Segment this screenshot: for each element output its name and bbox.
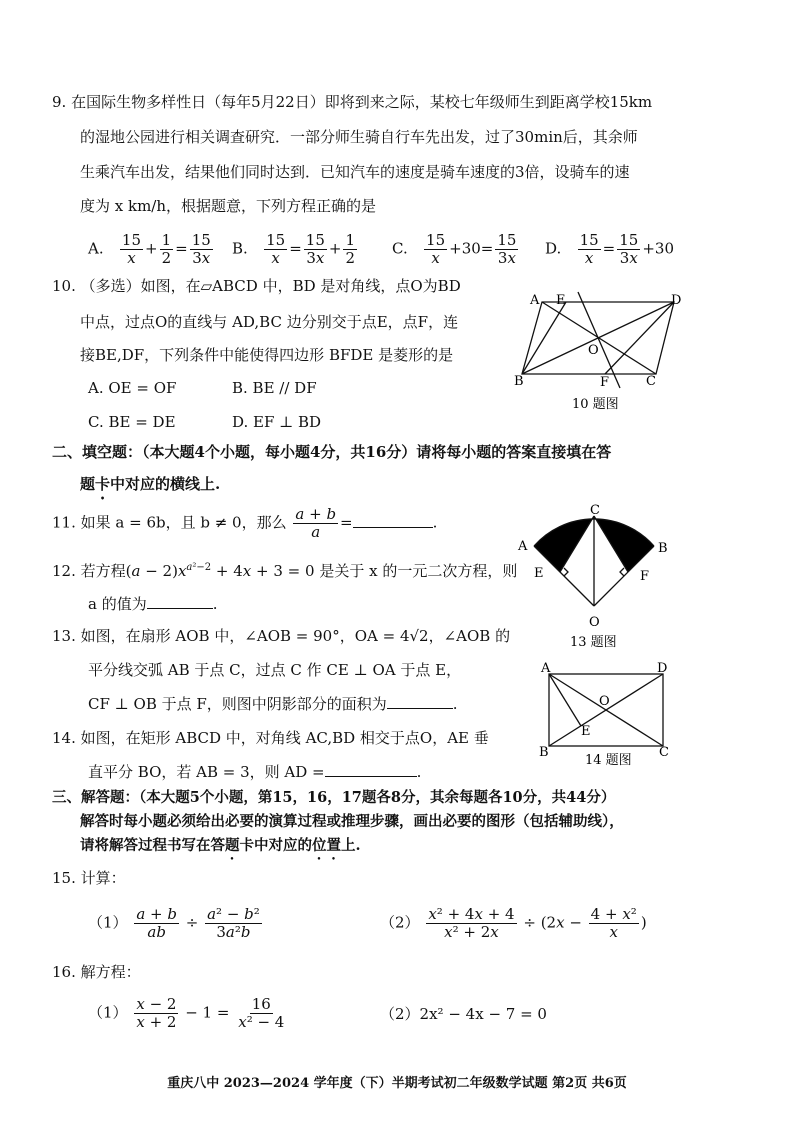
q9-line3: 生乘汽车出发，结果他们同时达到．已知汽车的速度是骑车速度的3倍，设骑车的速	[80, 163, 630, 181]
answer-blank-q13[interactable]	[387, 708, 453, 709]
section3-heading: 三、解答题：（本大题5个小题，第15，16，17题各8分，其余每题各10分，共44分）	[52, 789, 616, 806]
q9-option-b: B. $\frac{15}{x}$ = $\frac{15}{3x}$ + $\frac{1}{2}$	[232, 231, 355, 267]
label-A: A	[541, 661, 551, 676]
q10-option-b: B. BE // DF	[232, 379, 317, 397]
label-B: B	[539, 745, 549, 760]
q11: 11. 如果 a = 6b，且 b ≠ 0，那么 $\frac{a + b}{a}$ = .	[52, 505, 438, 541]
q14-line1: 14. 如图，在矩形 ABCD 中，对角线 AC,BD 相交于点O，AE 垂	[52, 729, 489, 747]
label-C: C	[646, 374, 656, 389]
q9-option-d: D. $\frac{15}{x}$ = $\frac{15}{3x}$ +30	[545, 231, 674, 267]
q15-part2: （2） $\frac{\text{x² + 4x + 4}}{\text{x² + 2x}}$ ÷ (2x − $\frac{\text{4 + x²}}{x}$ )	[380, 905, 647, 941]
q10-line1: 10. （多选）如图，在▱ABCD 中，BD 是对角线，点O为BD	[52, 277, 461, 295]
label-F: F	[600, 375, 610, 390]
label-E: E	[534, 566, 544, 581]
page-footer: 重庆八中 2023—2024 学年度（下）半期考试初二年级数学试题 第2页 共6页	[167, 1076, 627, 1091]
q13-line3: CF ⊥ OB 于点 F，则图中阴影部分的面积为 .	[88, 695, 458, 713]
figure-q13-sector	[512, 502, 672, 652]
q9-line1: 9. 在国际生物多样性日（每年5月22日）即将到来之际，某校七年级师生到距离学校15km	[52, 93, 653, 111]
label-E: E	[556, 293, 566, 308]
section2-heading: 二、填空题：（本大题4个小题，每小题4分，共16分）请将每小题的答案直接填在答	[52, 443, 612, 461]
label-O: O	[589, 615, 600, 630]
caption-q10: 10 题图	[572, 397, 619, 412]
label-A: A	[530, 293, 540, 308]
q10-option-c: C. BE = DE	[88, 413, 176, 431]
q13-line1: 13. 如图，在扇形 AOB 中，∠AOB = 90°，OA = 4√2，∠AOB 的	[52, 627, 511, 645]
label-O: O	[588, 343, 599, 358]
q10-line2: 中点，过点O的直线与 AD,BC 边分别交于点E，点F，连	[80, 313, 459, 331]
q10-option-a: A. OE = OF	[88, 379, 177, 397]
label-C: C	[590, 503, 600, 518]
q9-option-c: C. $\frac{15}{x}$ +30= $\frac{15}{3x}$	[392, 231, 517, 267]
q12-line1: 12. 若方程$(a - 2)x^{a^2-2} + 4x + 3 = 0$ 是关于 x 的一元二次方程，则	[52, 562, 518, 580]
caption-q13: 13 题图	[570, 635, 617, 650]
label-O: O	[599, 694, 610, 709]
q9-line4: 度为 x km/h，根据题意，下列方程正确的是	[80, 197, 377, 215]
section3-line2: 解答时每小题必须给出必要的演算过程或推理步骤，画出必要的图形（包括辅助线），	[80, 813, 624, 830]
q15-part1: （1） $\frac{a + b}{ab}$ ÷ $\frac{\text{a² − b²}}{\text{3a²b}}$	[88, 905, 260, 941]
answer-blank-q12[interactable]	[147, 608, 213, 609]
label-B: B	[514, 374, 524, 389]
label-F: F	[640, 569, 650, 584]
section3-line3: 请将解答过程书写在答题卡中对应的位置上.	[80, 837, 361, 854]
label-A: A	[518, 539, 528, 554]
q15-title: 15. 计算：	[52, 869, 126, 887]
q16-title: 16. 解方程：	[52, 963, 141, 981]
q13-line2: 平分线交弧 AB 于点 C，过点 C 作 CE ⊥ OA 于点 E，	[88, 661, 462, 679]
answer-blank-q11[interactable]	[353, 527, 433, 528]
q9-line2: 的湿地公园进行相关调查研究．一部分师生骑自行车先出发，过了30min后，其余师	[80, 128, 638, 146]
label-E: E	[581, 724, 591, 739]
figure-q10-parallelogram	[508, 288, 688, 412]
q12-line2: a 的值为 .	[88, 595, 218, 613]
section2-line2: 题卡中对应的横线上.	[80, 475, 221, 493]
q10-option-d: D. EF ⊥ BD	[232, 413, 322, 431]
caption-q14: 14 题图	[585, 753, 632, 768]
q9-option-a: A. $\frac{15}{x}$ + $\frac{1}{2}$ = $\frac{15}{3x}$	[88, 231, 211, 267]
figure-q14-rectangle	[535, 660, 675, 770]
label-D: D	[657, 661, 668, 676]
label-C: C	[659, 745, 669, 760]
q14-line2: 直平分 BO，若 AB = 3，则 AD = .	[88, 763, 422, 781]
q10-line3: 接BE,DF，下列条件中能使得四边形 BFDE 是菱形的是	[80, 346, 454, 364]
label-D: D	[671, 293, 682, 308]
q16-part1: （1） $\frac{x - 2}{x + 2}$ − 1 = $\frac{16}{\text{x² − 4}}$	[88, 995, 285, 1031]
answer-blank-q14[interactable]	[325, 776, 417, 777]
q16-part2: （2）2x² − 4x − 7 = 0	[380, 1005, 547, 1023]
label-B: B	[658, 541, 668, 556]
